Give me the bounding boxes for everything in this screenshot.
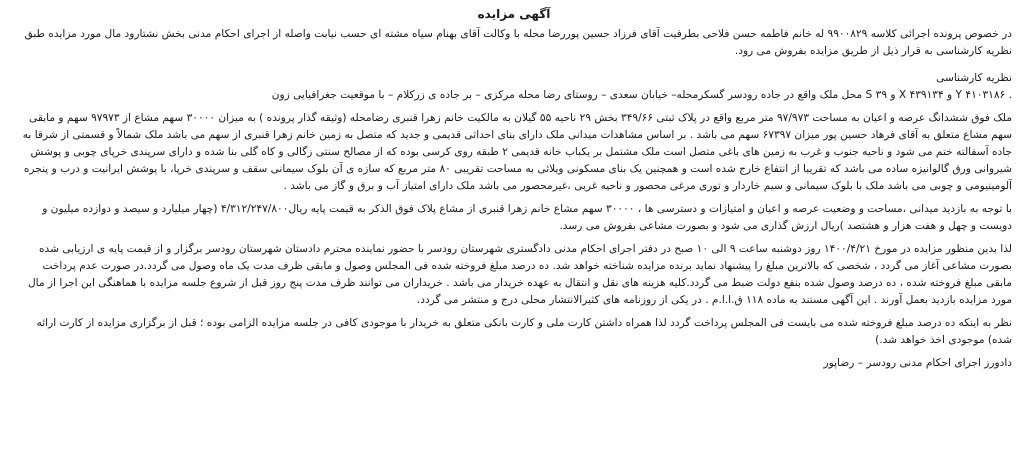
payment-note: نظر به اینکه ده درصد مبلغ فروخته شده می بایست فی المجلس پرداخت گردد لذا همراه داشتن کارت ملی و کارت بانکی متعلق به خریدار با موجودی کافی در جلسه مزایده الزامی بوده ؛ قبل از برگزاری مزایده از کارت ارائه شده) موجودی اخذ خواهد شد.): [36, 317, 1012, 346]
expert-heading: نظریه کارشناسی: [936, 72, 1012, 84]
auction-terms: لذا بدین منظور مزایده در مورخ ۱۴۰۰/۴/۲۱ روز دوشنبه ساعت ۹ الی ۱۰ صبح در دفتر اجرای احکام مدنی دادگستری شهرستان رودسر با حضور نماینده محترم دادستان شهرستان رودسر برگزار و از قیمت پایه ی ارزیابی شده بصورت مشاعی آغاز می گردد ، شخصی که بالاترین مبلغ را پیشنهاد نماید برنده مزایده شناخته خواهد شد. ده درصد مبلغ فروخته شده فی المجلس وصول و مابقی ظرف مدت یک ماه وصول می گردد.در صورت عدم پرداخت مابقی مبلغ فروخته شده ، ده درصد وصول شده بنفع دولت ضبط می گردد.کلیه هزینه های نقل و انتقال به عهده خریدار می باشد . خریداران می توانند ظرف مدت پنج روز قبل از شروع جلسه مزایده با هماهنگی این اجرا از مال مورد مزایده بازدید بعمل آورند . این آگهی مستند به ماده ۱۱۸ ق.ا.ا.م . در یکی از روزنامه های کثیرالانتشار محلی درج و منتشر می گردد.: [27, 243, 1012, 306]
intro-paragraph: در خصوص پرونده اجرائی کلاسه ۹۹۰۰۸۲۹ له خانم فاطمه حسن فلاحی بطرفیت آقای فرزاد حسین پوررضا محله با وکالت آقای بهنام سیاه مشته ای حسب نیابت واصله از اجرای احکام مدنی بخش نشتارود مال مورد مزایده طبق نظریه کارشناسی به قرار ذیل از طریق مزایده بفروش می رود.: [24, 28, 1012, 57]
page-title: آگهی مزایده: [477, 7, 551, 21]
location-line: . ۴۱۰۳۱۸۶ Y و ۴۳۹۱۳۴ X و ۳۹ S محل ملک واقع در جاده رودسر گسکرمحله– خیابان سعدی – روستای رضا محله مرکزی – بر جاده ی زرکلام – با موقعیت جغرافیایی زون: [271, 89, 1012, 101]
signature-line: دادورز اجرای احکام مدنی رودسر – رضاپور: [823, 357, 1012, 369]
valuation-paragraph: با توجه به بازدید میدانی ،مساحت و وضعیت عرصه و اعیان و امتیازات و دسترسی ها ، ۳۰۰۰۰ سهم مشاع خانم زهرا قنبری از مشاع پلاک فوق الذکر به قیمت پایه ریال۴/۳۱۲/۲۴۷/۸۰۰ (چهار میلیارد و سیصد و دوازده میلیون و دویست و چهل و هفت هزار و هشتصد )ریال ارزش گذاری می شود و بصورت مشاعی بفروش می رسد.: [42, 203, 1012, 232]
property-description: ملک فوق ششدانگ عرصه و اعیان به مساحت ۹۷/۹۷۳ متر مربع واقع در پلاک ثبتی ۳۴۹/۶۶ بخش ۲۹ ناحیه ۵۵ گیلان به مالکیت خانم زهرا قنبری رضامحله (وثیقه گذار پرونده ) به میزان ۳۰۰۰۰ سهم مشاع از ۹۷۹۷۳ سهم و مابقی سهم مشاع متعلق به آقای فرهاد حسین پور میزان ۶۷۳۹۷ سهم می باشد . بر اساس مشاهدات میدانی ملک دارای بنای احداثی قدیمی و جدید که متصل به زمین خانم زهرا قنبری از سهم می باشد ملک شمالاً و قسمتی از شرقا به جاده آسفالته ختم می شود و ناحیه جنوب و غرب به زمین های باغی متصل است ملک مشتمل بر یکباب خانه قدیمی ۲ طبقه روی کرسی بوده که از مصالح سنتی زگالی و کاه گلی بنا شده و دارای سرپندی خرپای چوبی و پوشش شیروانی ورق گالوانیزه ساده می باشد که تقریبا از انتفاع خارج شده است و همچنین یک بنای مسکونی ویلائی به مساحت تقریبی ۸۰ متر مربع که سازه ی آن بلوک سیمانی سقف و سرپندی خرپا، با پوشش ایرانیت و درب و پنجره آلومینیومی و چوبی می باشد ملک با بلوک سیمانی و سیم خاردار و توری مرغی محصور و ناحیه غربی ،غیرمحصور می باشد ملک دارای امتیاز آب و برق و گاز می باشد .: [22, 112, 1012, 192]
